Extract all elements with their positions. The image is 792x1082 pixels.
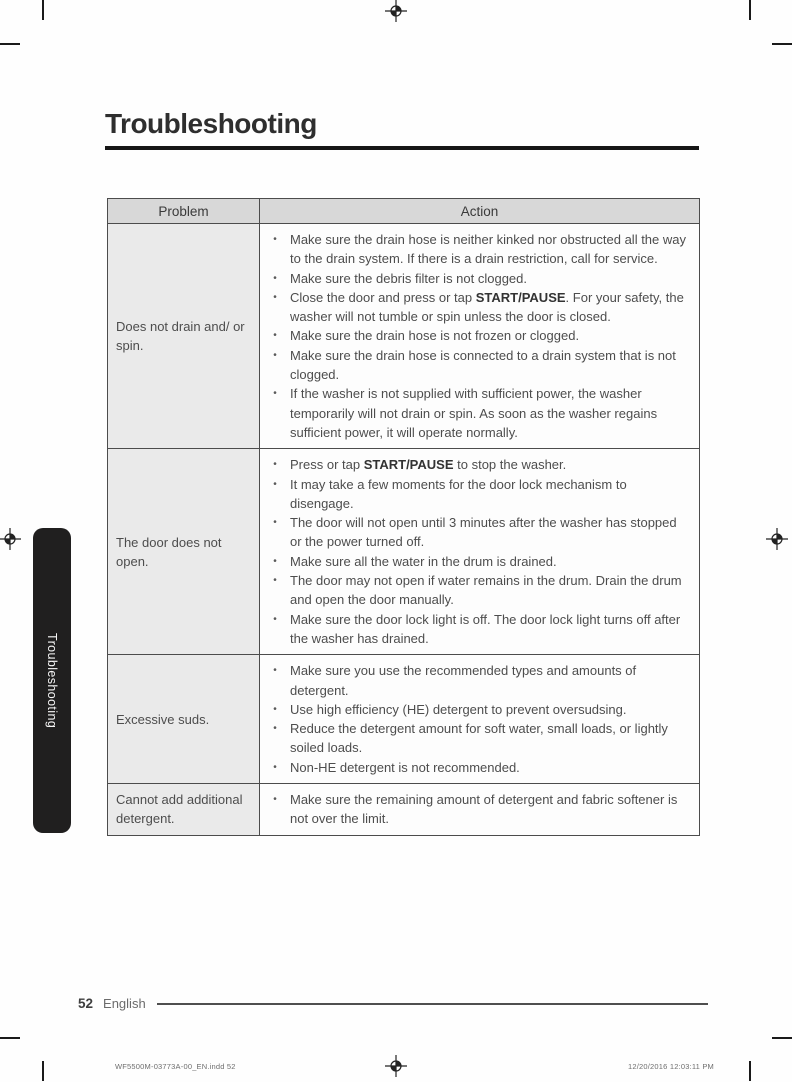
bullet-icon: • [273,349,277,361]
action-cell [260,224,700,449]
action-text: Use high efficiency (HE) detergent to prevent oversudsing. [290,701,627,717]
troubleshooting-table-body [108,224,700,836]
problem-cell: Cannot add additional detergent. [108,784,260,836]
registration-mark-icon [385,0,407,22]
action-text: If the washer is not supplied with sufficient power, the washer temporarily will not drain or spin. As soon as the washer regains sufficient power, it will operate normally. [290,386,658,440]
table-row [108,655,700,784]
action-text: Make sure the drain hose is neither kinked nor obstructed all the way to the drain system. If there is a drain restriction, call for service. [290,232,686,267]
registration-mark-icon [0,528,21,550]
table-row [108,784,700,836]
action-item [260,455,695,474]
sidebar-chapter-tab [33,528,71,833]
action-text: The door will not open until 3 minutes after the washer has stopped or the power turned off. [290,515,677,550]
bullet-icon: • [273,459,277,471]
footer-language-label: English [103,996,146,1011]
action-text: Reduce the detergent amount for soft water, small loads, or lightly soiled loads. [290,721,668,756]
table-header-row [108,199,700,224]
crop-mark-top-right-v [749,0,751,20]
action-text: Make sure you use the recommended types and amounts of detergent. [290,663,637,698]
action-text: The door may not open if water remains in the drum. Drain the drum and open the door manually. [290,573,682,608]
table-row [108,449,700,655]
crop-mark-bottom-left-h [0,1037,20,1039]
troubleshooting-table [107,198,700,836]
problem-cell: The door does not open. [108,449,260,655]
column-header-action: Action [260,199,700,224]
print-slug-filename: WF5500M-03773A-00_EN.indd 52 [115,1062,236,1071]
action-text: Make sure the door lock light is off. The door lock light turns off after the washer has drained. [290,611,681,646]
bullet-icon: • [273,330,277,342]
bullet-icon: • [273,703,277,715]
action-item [260,719,695,758]
title-underline [105,146,699,150]
print-slug-timestamp: 12/20/2016 12:03:11 PM [628,1062,714,1071]
action-item [260,700,695,719]
action-text: Make sure the drain hose is not frozen or clogged. [290,328,580,344]
sidebar-chapter-tab-label: Troubleshooting [45,632,59,729]
action-text: It may take a few moments for the door lock mechanism to disengage. [290,476,627,511]
action-item [260,269,695,288]
action-text: Press or tap START/PAUSE to stop the washer. [290,457,567,473]
bullet-icon: • [273,794,277,806]
action-text: Close the door and press or tap START/PAUSE. For your safety, the washer will not tumble or spin unless the door is closed. [290,289,684,325]
page-title: Troubleshooting [105,108,317,139]
action-item [260,475,695,514]
problem-cell: Excessive suds. [108,655,260,784]
action-text: Make sure the remaining amount of detergent and fabric softener is not over the limit. [290,792,678,827]
action-item [260,661,695,700]
crop-mark-top-left-v [42,0,44,20]
footer-rule [157,1003,708,1005]
bullet-icon: • [273,478,277,490]
bullet-icon: • [273,272,277,284]
action-item [260,790,695,829]
action-text: Make sure the debris filter is not clogged. [290,270,528,286]
page-footer [78,996,146,1011]
action-item [260,230,695,269]
action-cell [260,784,700,836]
problem-cell: Does not drain and/ or spin. [108,224,260,449]
crop-mark-bottom-left-v [42,1061,44,1081]
table-row [108,224,700,449]
action-item [260,513,695,552]
bullet-icon: • [273,291,277,303]
registration-mark-icon [385,1055,407,1077]
crop-mark-top-right-h [772,43,792,45]
registration-mark-icon [766,528,788,550]
action-item [260,552,695,571]
crop-mark-top-left-h [0,43,20,45]
action-text: Make sure all the water in the drum is drained. [290,553,557,569]
action-text: Non-HE detergent is not recommended. [290,759,520,775]
action-item [260,571,695,610]
bullet-icon: • [273,388,277,400]
bullet-icon: • [273,665,277,677]
action-item [260,384,695,442]
crop-mark-bottom-right-v [749,1061,751,1081]
action-item [260,758,695,777]
action-text: Make sure the drain hose is connected to a drain system that is not clogged. [290,347,676,383]
action-cell [260,449,700,655]
action-item [260,610,695,649]
action-item [260,346,695,385]
bullet-icon: • [273,575,277,587]
crop-mark-bottom-right-h [772,1037,792,1039]
action-item [260,326,695,345]
action-item [260,288,695,327]
page-number: 52 [78,996,94,1011]
bullet-icon: • [273,761,277,773]
bullet-icon: • [273,555,277,567]
action-cell [260,655,700,784]
bullet-icon: • [273,234,277,245]
bullet-icon: • [273,723,277,735]
column-header-problem: Problem [108,199,260,224]
bullet-icon: • [273,517,277,529]
bullet-icon: • [273,613,277,625]
